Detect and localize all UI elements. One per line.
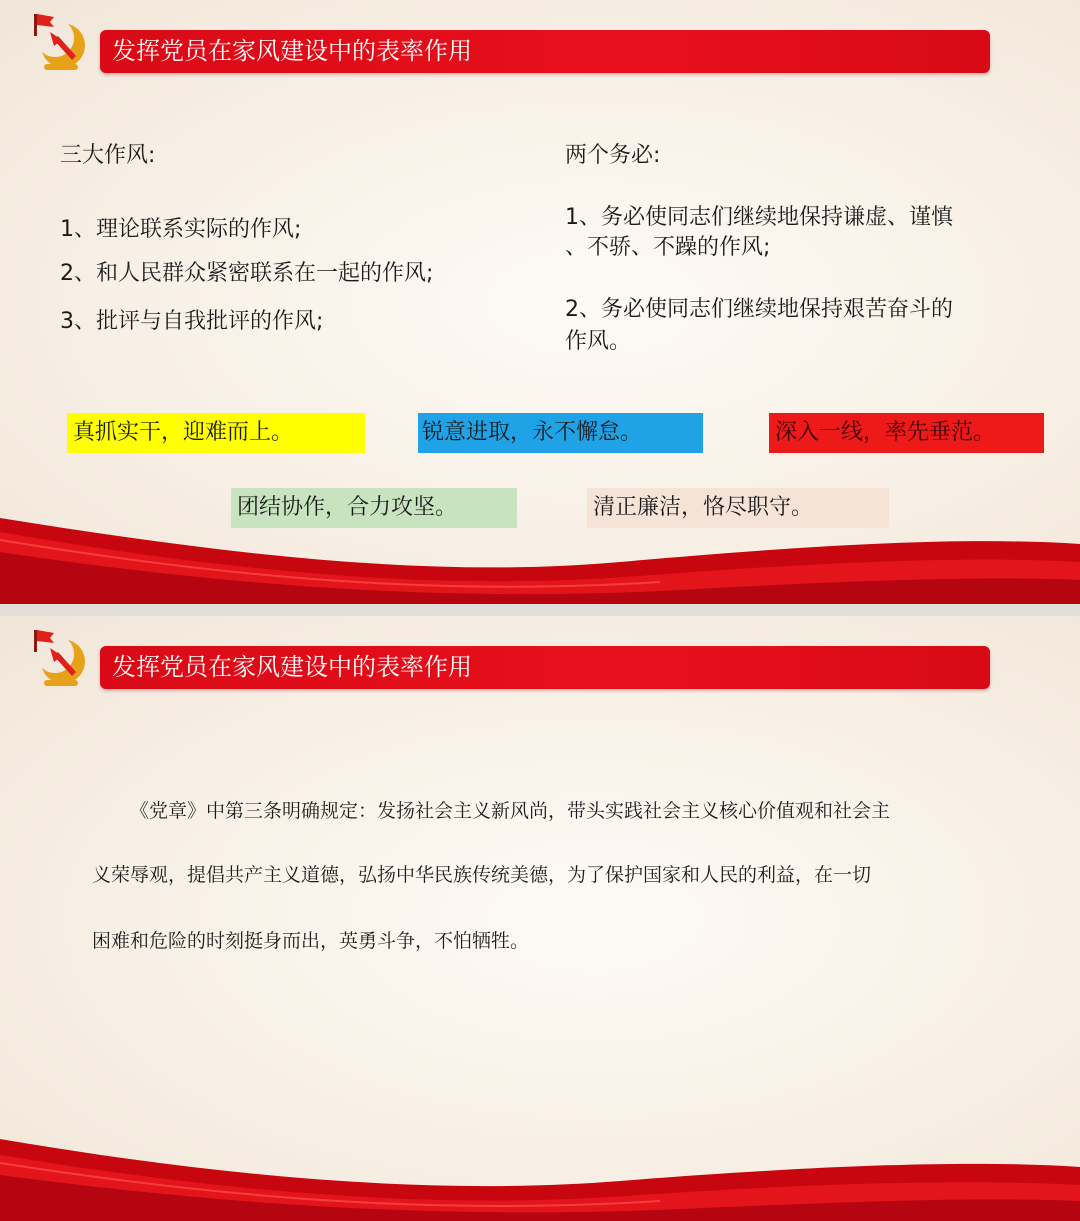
slogan-box-red: 深入一线，率先垂范。	[769, 413, 1044, 453]
right-item-1-line-1: 1、务必使同志们继续地保持谦虚、谨慎	[565, 205, 953, 230]
red-ribbon-decoration	[0, 500, 1080, 604]
slogan-box-yellow: 真抓实干，迎难而上。	[67, 413, 365, 453]
title-bar	[100, 30, 990, 73]
left-item-3: 3、批评与自我批评的作风;	[60, 309, 324, 334]
left-item-1: 1、理论联系实际的作风;	[60, 217, 302, 242]
left-heading: 三大作风:	[60, 143, 156, 168]
party-emblem-icon	[28, 10, 94, 76]
slide-1	[0, 0, 1080, 604]
slide-2	[0, 616, 1080, 1221]
slogan-box-peach: 清正廉洁，恪尽职守。	[587, 488, 889, 528]
red-ribbon-decoration	[0, 1121, 1080, 1221]
page-title: 发挥党员在家风建设中的表率作用	[112, 653, 472, 681]
slide-divider	[0, 604, 1080, 616]
slogan-box-blue: 锐意进取，永不懈怠。	[418, 413, 703, 453]
title-bar	[100, 646, 990, 689]
right-item-1-line-2: 、不骄、不躁的作风;	[565, 235, 771, 260]
paragraph-line-2: 义荣辱观，提倡共产主义道德，弘扬中华民族传统美德，为了保护国家和人民的利益，在一切	[92, 864, 872, 886]
left-item-2: 2、和人民群众紧密联系在一起的作风;	[60, 261, 434, 286]
right-item-2-line-2: 作风。	[565, 329, 632, 354]
party-emblem-icon	[28, 626, 94, 692]
page-title: 发挥党员在家风建设中的表率作用	[112, 37, 472, 65]
paragraph-line-1: 《党章》中第三条明确规定：发扬社会主义新风尚，带头实践社会主义核心价值观和社会主	[130, 800, 891, 822]
right-heading: 两个务必:	[565, 143, 661, 168]
paragraph-line-3: 困难和危险的时刻挺身而出，英勇斗争，不怕牺牲。	[92, 930, 530, 952]
slogan-box-green: 团结协作，合力攻坚。	[231, 488, 517, 528]
right-item-2-line-1: 2、务必使同志们继续地保持艰苦奋斗的	[565, 297, 953, 322]
